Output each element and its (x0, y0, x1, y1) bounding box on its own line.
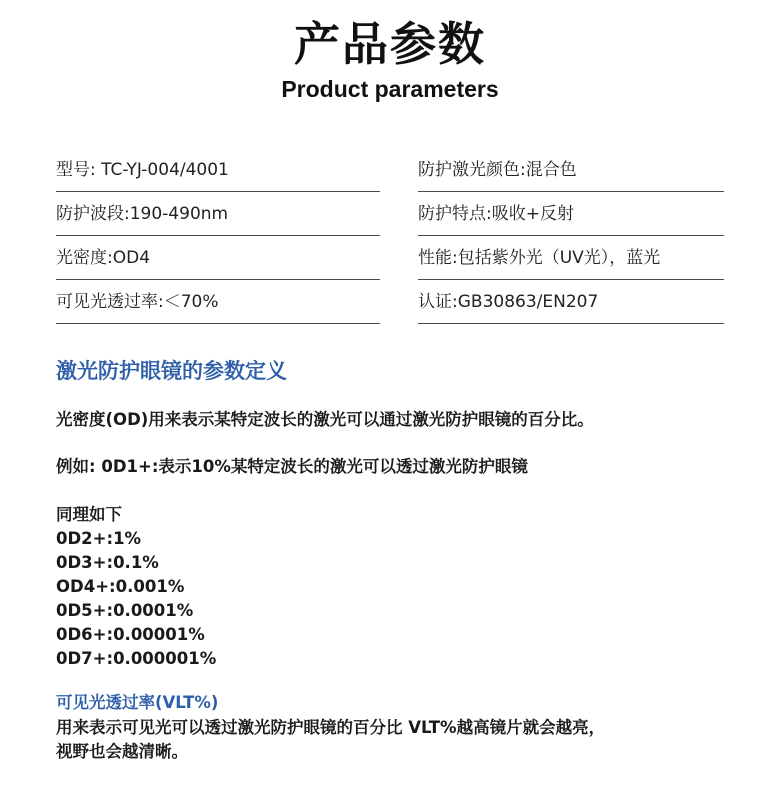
vlt-description-line: 用来表示可见光可以透过激光防护眼镜的百分比 VLT%越高镜片就会越亮， (56, 718, 606, 737)
od-list-item: 0D3+:0.1% (56, 553, 159, 572)
od-list-item: 0D7+:0.000001% (56, 649, 217, 668)
params-right-column (418, 148, 724, 324)
page-title-en: Product parameters (281, 76, 499, 102)
od-description: 光密度(OD)用来表示某特定波长的激光可以通过激光防护眼镜的百分比。 (56, 410, 594, 429)
param-optical-density: 光密度:OD4 (56, 236, 380, 280)
param-protection-feature: 防护特点:吸收+反射 (418, 192, 724, 236)
od-list-item: 0D5+:0.0001% (56, 601, 194, 620)
od-example: 例如: 0D1+:表示10%某特定波长的激光可以透过激光防护眼镜 (56, 457, 528, 476)
vlt-heading: 可见光透过率(VLT%) (56, 693, 219, 712)
od-list-item: 0D2+:1% (56, 529, 142, 548)
param-model: 型号: TC-YJ-004/4001 (56, 148, 380, 192)
od-list-item: 0D6+:0.00001% (56, 625, 205, 644)
param-wavelength: 防护波段:190-490nm (56, 192, 380, 236)
param-vlt: 可见光透过率:＜70% (56, 280, 380, 324)
param-certification: 认证:GB30863/EN207 (418, 280, 724, 324)
od-list (56, 527, 216, 671)
vlt-description-line: 视野也会越清晰。 (56, 742, 188, 761)
page-title-cn: 产品参数 (294, 17, 486, 71)
od-list-item: OD4+:0.001% (56, 577, 185, 596)
param-performance: 性能:包括紫外光（UV光），蓝光 (418, 236, 724, 280)
vlt-description (56, 716, 736, 764)
definition-heading: 激光防护眼镜的参数定义 (56, 359, 287, 383)
param-laser-color: 防护激光颜色:混合色 (418, 148, 724, 192)
params-left-column (56, 148, 380, 324)
similar-label: 同理如下 (56, 505, 122, 524)
